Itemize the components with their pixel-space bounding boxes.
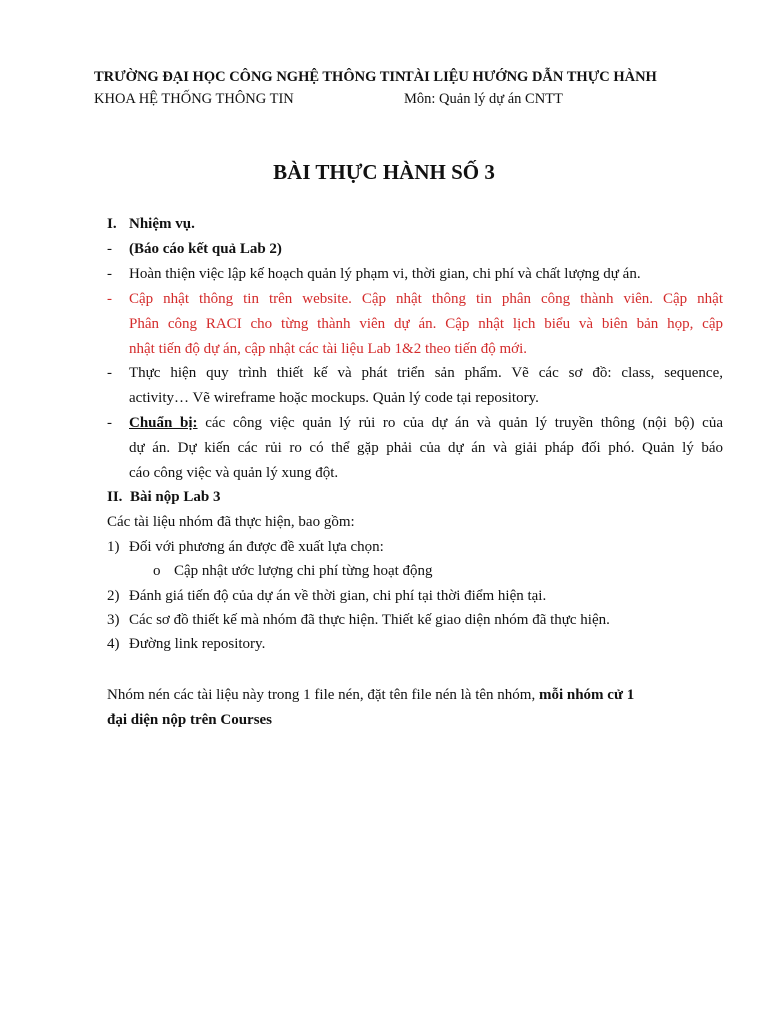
section1-item5-line3: cáo công việc và quản lý xung đột. <box>129 465 339 481</box>
section1-item3-line2: Phân công RACI cho từng thành viên dự án. Cập nhật lịch biểu và biên bản họp, cập <box>129 316 723 332</box>
submission-note-emphasis: mỗi nhóm cử 1 <box>538 687 635 703</box>
school-name: TRƯỜNG ĐẠI HỌC CÔNG NGHỆ THÔNG TIN <box>94 69 406 85</box>
submission-note-line1 <box>107 683 634 708</box>
page-title: BÀI THỰC HÀNH SỐ 3 <box>273 160 495 184</box>
bullet-dash: - <box>107 291 112 307</box>
section1-item2: Hoàn thiện việc lập kế hoạch quản lý phạm vi, thời gian, chi phí và chất lượng dự án. <box>129 266 641 282</box>
submission-note-line2: đại diện nộp trên Courses <box>107 712 273 728</box>
section2-marker: II. <box>107 489 123 505</box>
section2-heading: Bài nộp Lab 3 <box>130 489 221 505</box>
section1-item3-line3: nhật tiến độ dự án, cập nhật các tài liệu Lab 1&2 theo tiến độ mới. <box>129 341 528 357</box>
section1-item5-line1 <box>129 411 723 436</box>
section1-item1: (Báo cáo kết quả Lab 2) <box>129 241 282 257</box>
list-subitem: Cập nhật ước lượng chi phí từng hoạt động <box>174 563 433 579</box>
prepare-label: Chuẩn bị: <box>129 415 198 431</box>
list-item: Đường link repository. <box>129 636 266 652</box>
bullet-dash: - <box>107 365 112 381</box>
course-name: Môn: Quản lý dự án CNTT <box>404 91 563 107</box>
section1-item5-line2: dự án. Dự kiến các rủi ro có thể gặp phải của dự án và giải pháp đối phó. Quản lý báo <box>129 440 723 456</box>
bullet-dash: - <box>107 241 112 257</box>
list-number: 4) <box>107 636 120 652</box>
list-item: Đánh giá tiến độ của dự án về thời gian, chi phí tại thời điểm hiện tại. <box>129 588 547 604</box>
list-item: Đối với phương án được đề xuất lựa chọn: <box>129 539 384 555</box>
section1-marker: I. <box>107 216 117 232</box>
section1-item4-line1: Thực hiện quy trình thiết kế và phát triển sản phẩm. Vẽ các sơ đồ: class, sequence, <box>129 365 723 381</box>
list-number: 3) <box>107 612 120 628</box>
list-number: 2) <box>107 588 120 604</box>
section1-item3-line1: Cập nhật thông tin trên website. Cập nhật thông tin phân công thành viên. Cập nhật <box>129 291 723 307</box>
sub-bullet-icon: o <box>153 563 161 579</box>
section1-item4-line2: activity… Vẽ wireframe hoặc mockups. Quản lý code tại repository. <box>129 390 539 406</box>
bullet-dash: - <box>107 415 112 431</box>
submission-note-text: Nhóm nén các tài liệu này trong 1 file nén, đặt tên file nén là tên nhóm, <box>107 687 539 703</box>
bullet-dash: - <box>107 266 112 282</box>
list-item: Các sơ đồ thiết kế mà nhóm đã thực hiện. Thiết kế giao diện nhóm đã thực hiện. <box>129 612 610 628</box>
section1-item5-text: các công việc quản lý rủi ro của dự án và quản lý truyền thông (nội bộ) của <box>197 415 723 431</box>
section1-heading: Nhiệm vụ. <box>129 216 195 232</box>
list-number: 1) <box>107 539 120 555</box>
faculty-name: KHOA HỆ THỐNG THÔNG TIN <box>94 91 294 107</box>
document-type: TÀI LIỆU HƯỚNG DẪN THỰC HÀNH <box>404 69 657 85</box>
section2-intro: Các tài liệu nhóm đã thực hiện, bao gồm: <box>107 514 355 530</box>
